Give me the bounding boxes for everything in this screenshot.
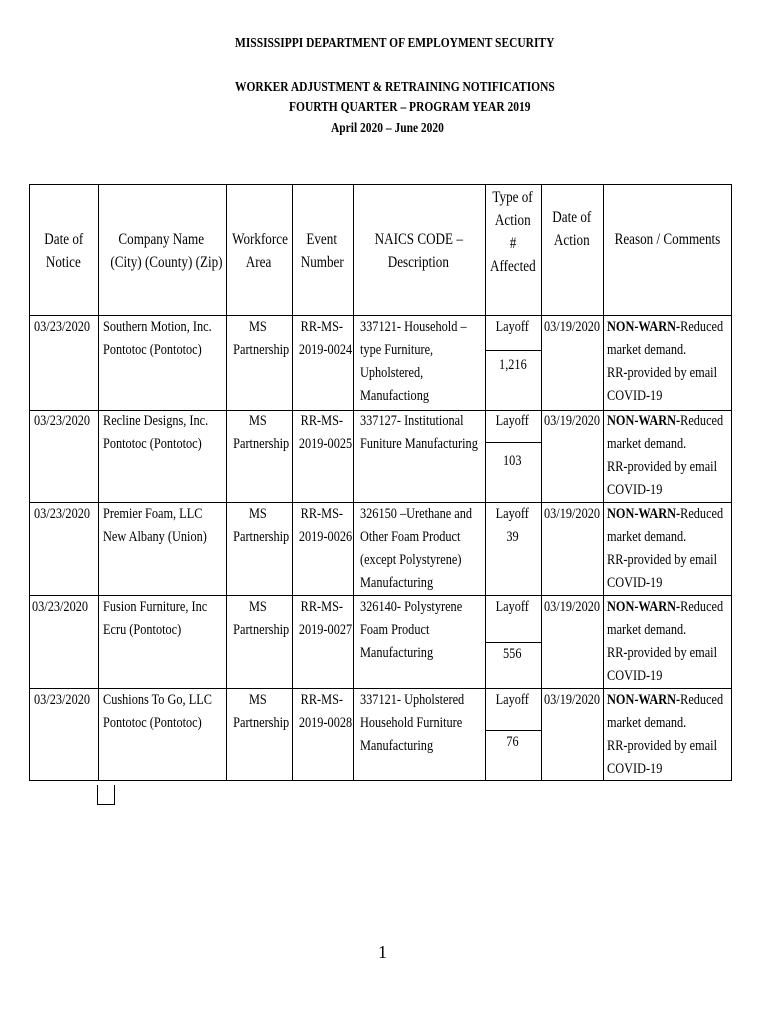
header-text: Type of <box>492 189 533 206</box>
cell-date-notice <box>34 410 102 433</box>
cell-value: Recline Designs, Inc. <box>103 413 209 429</box>
cell-workforce <box>227 503 289 549</box>
cell-value: Reduced <box>680 692 724 708</box>
cell-value: Layoff <box>495 413 530 429</box>
cell-affected <box>485 450 540 473</box>
cell-reason <box>607 316 749 408</box>
quarter-title-text: FOURTH QUARTER – PROGRAM YEAR 2019 <box>289 100 531 115</box>
cell-action-type <box>485 503 540 526</box>
agency-title-text: MISSISSIPPI DEPARTMENT OF EMPLOYMENT SECURITY <box>235 36 555 51</box>
cell-event <box>293 689 351 735</box>
cell-value: 337121- Upholstered <box>360 692 465 708</box>
cell-value: 03/23/2020 <box>34 692 91 708</box>
cell-company <box>103 503 230 549</box>
cell-value: Partnership <box>233 622 290 638</box>
cell-affected <box>485 731 540 754</box>
cell-value: 2019-0024 <box>298 342 353 358</box>
cell-value: MS <box>249 599 267 615</box>
cell-value: Pontotoc (Pontotoc) <box>103 715 202 731</box>
cell-value: 03/23/2020 <box>32 599 89 615</box>
report-title <box>235 80 625 96</box>
header-text: Date of <box>44 231 83 248</box>
header-text: Description <box>387 254 450 271</box>
header-workforce <box>226 228 291 274</box>
cell-value: RR-provided by email <box>607 645 718 661</box>
header-text: Action <box>494 212 531 229</box>
cell-value: 556 <box>503 646 522 662</box>
cell-value: 39 <box>506 529 519 545</box>
cell-value: RR-MS- <box>300 413 344 429</box>
cell-event <box>293 503 351 549</box>
cell-affected <box>485 643 540 666</box>
cell-value: RR-provided by email <box>607 552 718 568</box>
cell-value: MS <box>249 319 267 335</box>
header-naics <box>353 228 484 274</box>
header-text: Affected <box>490 258 536 275</box>
period-title <box>331 121 469 137</box>
reason-status: NON-WARN- <box>607 413 681 429</box>
cell-action-type <box>485 689 540 712</box>
cell-date-notice <box>32 596 100 619</box>
cell-value: 03/19/2020 <box>544 506 601 522</box>
cell-value: Reduced <box>680 319 724 335</box>
cell-value: Manufactiong <box>360 388 429 404</box>
cell-value: Pontotoc (Pontotoc) <box>103 342 202 358</box>
cell-value: 326140- Polystyrene <box>360 599 463 615</box>
cell-naics <box>360 596 485 665</box>
cell-value: Partnership <box>233 715 290 731</box>
cell-affected <box>485 354 540 377</box>
cell-value: 03/19/2020 <box>544 319 601 335</box>
cell-value: Layoff <box>495 692 530 708</box>
cell-value: (except Polystyrene) <box>360 552 462 568</box>
cell-value: market demand. <box>607 436 687 452</box>
cell-workforce <box>227 596 289 642</box>
cell-value: Manufacturing <box>360 575 434 591</box>
cell-value: 03/23/2020 <box>34 506 91 522</box>
cell-value: Partnership <box>233 529 290 545</box>
cell-event <box>293 596 351 642</box>
cell-value: COVID-19 <box>607 761 663 777</box>
cell-value: 2019-0028 <box>298 715 353 731</box>
header-text: NAICS CODE – <box>374 231 463 248</box>
cell-date-notice <box>34 689 102 712</box>
page-number: 1 <box>378 942 387 962</box>
cell-reason <box>607 503 749 595</box>
cell-action-type <box>485 316 540 339</box>
cell-value: market demand. <box>607 342 687 358</box>
cell-event <box>293 316 351 362</box>
cell-value: 03/19/2020 <box>544 413 601 429</box>
cell-action-type <box>485 596 540 619</box>
cell-value: COVID-19 <box>607 575 663 591</box>
cell-action-type <box>485 410 540 433</box>
agency-title <box>235 36 625 52</box>
cell-naics <box>360 316 490 408</box>
cell-naics <box>360 689 487 758</box>
cell-value: Premier Foam, LLC <box>103 506 203 522</box>
affected-divider <box>485 350 541 351</box>
cell-workforce <box>227 689 289 735</box>
cell-company <box>103 689 236 735</box>
cell-value: market demand. <box>607 529 687 545</box>
cell-value: market demand. <box>607 622 687 638</box>
cell-value: 03/19/2020 <box>544 599 601 615</box>
cell-date-notice <box>34 316 102 339</box>
cell-reason <box>607 689 749 781</box>
cell-value: Ecru (Pontotoc) <box>103 622 182 638</box>
cell-value: Layoff <box>495 319 530 335</box>
cell-value: 2019-0027 <box>298 622 353 638</box>
cell-value: 1,216 <box>498 357 527 373</box>
cell-date-action <box>544 410 612 433</box>
quarter-title <box>289 100 583 116</box>
cell-company <box>103 410 231 456</box>
cell-value: Upholstered, <box>360 365 424 381</box>
cell-value: COVID-19 <box>607 668 663 684</box>
cell-value: RR-MS- <box>300 599 344 615</box>
cell-value: MS <box>249 692 267 708</box>
cell-value: Reduced <box>680 506 724 522</box>
cell-affected <box>485 526 540 549</box>
header-text: Number <box>300 254 344 271</box>
reason-status: NON-WARN- <box>607 319 681 335</box>
col-divider <box>353 185 354 780</box>
reason-status: NON-WARN- <box>607 692 681 708</box>
cell-value: RR-MS- <box>300 692 344 708</box>
header-text: Date of <box>552 209 591 226</box>
cell-value: 03/23/2020 <box>34 319 91 335</box>
header-text: Workforce <box>232 231 288 248</box>
header-text: # <box>509 235 516 252</box>
cell-value: Other Foam Product <box>360 529 461 545</box>
cell-value: Household Furniture <box>360 715 463 731</box>
cell-value: 337121- Household – <box>360 319 467 335</box>
cell-value: 03/23/2020 <box>34 413 91 429</box>
header-text: (City) (County) (Zip) <box>110 254 223 271</box>
cell-value: Funiture Manufacturing <box>360 436 478 452</box>
header-company <box>98 228 225 274</box>
reason-status: NON-WARN- <box>607 506 681 522</box>
cell-value: Foam Product <box>360 622 430 638</box>
cell-value: type Furniture, <box>360 342 434 358</box>
cell-value: MS <box>249 413 267 429</box>
cell-value: MS <box>249 506 267 522</box>
cell-date-action <box>544 316 612 339</box>
cell-value: 76 <box>506 734 519 750</box>
cell-value: 2019-0026 <box>298 529 353 545</box>
report-title-text: WORKER ADJUSTMENT & RETRAINING NOTIFICATIONS <box>235 80 555 95</box>
cell-value: Southern Motion, Inc. <box>103 319 212 335</box>
header-text: Event <box>306 231 338 248</box>
cell-date-notice <box>34 503 102 526</box>
header-date-notice <box>30 228 97 274</box>
cell-value: Partnership <box>233 436 290 452</box>
empty-checkbox[interactable] <box>97 785 115 805</box>
cell-value: RR-provided by email <box>607 365 718 381</box>
header-date-action <box>541 206 602 252</box>
cell-date-action <box>544 503 612 526</box>
header-reason <box>603 228 731 251</box>
cell-date-action <box>544 596 612 619</box>
cell-naics <box>360 410 504 456</box>
reason-status: NON-WARN- <box>607 599 681 615</box>
header-text: Notice <box>46 254 81 271</box>
cell-reason <box>607 596 749 688</box>
cell-value: Cushions To Go, LLC <box>103 692 212 708</box>
header-text: Company Name <box>118 231 205 248</box>
cell-value: Layoff <box>495 506 530 522</box>
cell-value: RR-MS- <box>300 506 344 522</box>
header-text: Reason / Comments <box>614 231 721 248</box>
cell-value: 337127- Institutional <box>360 413 464 429</box>
header-text: Area <box>245 254 272 271</box>
cell-value: COVID-19 <box>607 388 663 404</box>
cell-value: Fusion Furniture, Inc <box>103 599 208 615</box>
cell-value: RR-MS- <box>300 319 344 335</box>
cell-date-action <box>544 689 612 712</box>
cell-value: COVID-19 <box>607 482 663 498</box>
cell-value: Manufacturing <box>360 738 434 754</box>
cell-company <box>103 596 230 642</box>
cell-workforce <box>227 410 289 456</box>
cell-company <box>103 316 236 362</box>
col-divider <box>541 185 542 780</box>
cell-reason <box>607 410 749 502</box>
cell-value: Manufacturing <box>360 645 434 661</box>
cell-value: 03/19/2020 <box>544 692 601 708</box>
header-event <box>292 228 352 274</box>
cell-value: 2019-0025 <box>298 436 353 452</box>
header-text: Action <box>553 232 590 249</box>
cell-value: RR-provided by email <box>607 738 718 754</box>
cell-value: Reduced <box>680 599 724 615</box>
cell-value: 103 <box>503 453 522 469</box>
cell-event <box>293 410 351 456</box>
cell-value: New Albany (Union) <box>103 529 207 545</box>
cell-workforce <box>227 316 289 362</box>
header-type-affected <box>485 186 540 278</box>
cell-value: Pontotoc (Pontotoc) <box>103 436 202 452</box>
cell-value: 326150 –Urethane and <box>360 506 473 522</box>
cell-value: Reduced <box>680 413 724 429</box>
cell-value: market demand. <box>607 715 687 731</box>
period-title-text: April 2020 – June 2020 <box>331 121 444 136</box>
cell-value: Partnership <box>233 342 290 358</box>
cell-naics <box>360 503 497 595</box>
cell-value: Layoff <box>495 599 530 615</box>
cell-value: RR-provided by email <box>607 459 718 475</box>
